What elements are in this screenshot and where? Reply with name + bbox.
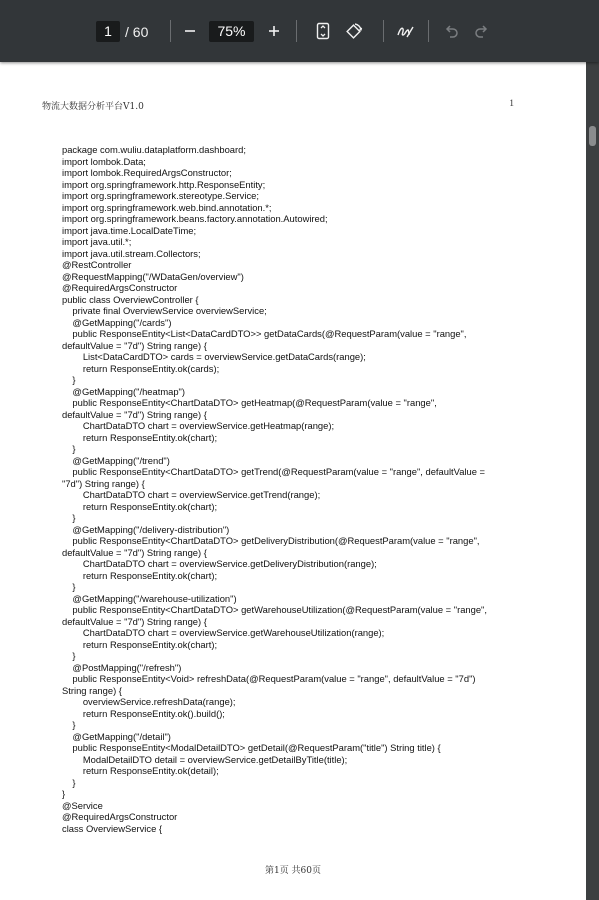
toolbar-divider bbox=[428, 20, 429, 42]
pdf-toolbar bbox=[0, 0, 599, 62]
page-number-input[interactable]: 1 bbox=[96, 21, 120, 42]
undo-icon[interactable] bbox=[440, 20, 462, 42]
fit-page-icon[interactable] bbox=[312, 20, 334, 42]
page-footer: 第1页 共60页 bbox=[264, 866, 322, 876]
toolbar-divider bbox=[383, 20, 384, 42]
toolbar-divider bbox=[170, 20, 171, 42]
code-block: package com.wuliu.dataplatform.dashboard; import lombok.Data; import lombok.RequiredArgsConstructor; import org.springframework.http.ResponseEntity; import org.springframework.stereotype.Service; import org.springframework.web.bind.annotation.*; import org.springframework.beans.factory.annotation.Autowired; import java.time.LocalDateTime; import java.util.*; import java.util.stream.Collectors; @RestController @RequestMapping("/WDataGen/overview") @RequiredArgsConstructor public class OverviewController { private final OverviewService overviewService; @GetMapping("/cards") public ResponseEntity<List<DataCardDTO>> getDataCards(@RequestParam(value = "range", defaultValue = "7d") String range) { List<DataCardDTO> cards = overviewService.getDataCards(range); return ResponseEntity.ok(cards); } @GetMapping("/heatmap") public ResponseEntity<ChartDataDTO> getHeatmap(@RequestParam(value = "range", defaultValue = "7d") String range) { ChartDataDTO chart = overviewService.getHeatmap(range); return ResponseEntity.ok(chart); } @GetMapping("/trend") public ResponseEntity<ChartDataDTO> getTrend(@RequestParam(value = "range", defaultValue = "7d") String range) { ChartDataDTO chart = overviewService.getTrend(range); return ResponseEntity.ok(chart); } @GetMapping("/delivery-distribution") public ResponseEntity<ChartDataDTO> getDeliveryDistribution(@RequestParam(value = "range", defaultValue = "7d") String range) { ChartDataDTO chart = overviewService.getDeliveryDistribution(range); return ResponseEntity.ok(chart); } @GetMapping("/warehouse-utilization") public ResponseEntity<ChartDataDTO> getWarehouseUtilization(@RequestParam(value = "range", defaultValue = "7d") String range) { ChartDataDTO chart = overviewService.getWarehouseUtilization(range); return ResponseEntity.ok(chart); } @PostMapping("/refresh") public ResponseEntity<Void> refreshData(@RequestParam(value = "range", defaultValue = "7d") String range) { overviewService.refreshData(range); return ResponseEntity.ok().build(); } @GetMapping("/detail") public ResponseEntity<ModalDetailDTO> getDetail(@RequestParam("title") String title) { ModalDetailDTO detail = overviewService.getDetailByTitle(title); return ResponseEntity.ok(detail); } } @Service @RequiredArgsConstructor class OverviewService { bbox=[62, 144, 487, 834]
redo-icon[interactable] bbox=[471, 20, 493, 42]
page-total-label: / 60 bbox=[125, 24, 149, 40]
draw-icon[interactable] bbox=[394, 20, 416, 42]
page-header-number: 1 bbox=[509, 99, 514, 109]
rotate-icon[interactable] bbox=[343, 20, 365, 42]
zoom-input[interactable]: 75% bbox=[209, 21, 254, 42]
document-page bbox=[0, 62, 586, 900]
scrollbar[interactable] bbox=[586, 62, 599, 900]
scrollbar-thumb[interactable] bbox=[589, 126, 596, 146]
minus-icon[interactable] bbox=[179, 20, 201, 42]
page-header-title: 物流大数据分析平台V1.0 bbox=[42, 102, 144, 112]
plus-icon[interactable] bbox=[263, 20, 285, 42]
toolbar-divider bbox=[296, 20, 297, 42]
